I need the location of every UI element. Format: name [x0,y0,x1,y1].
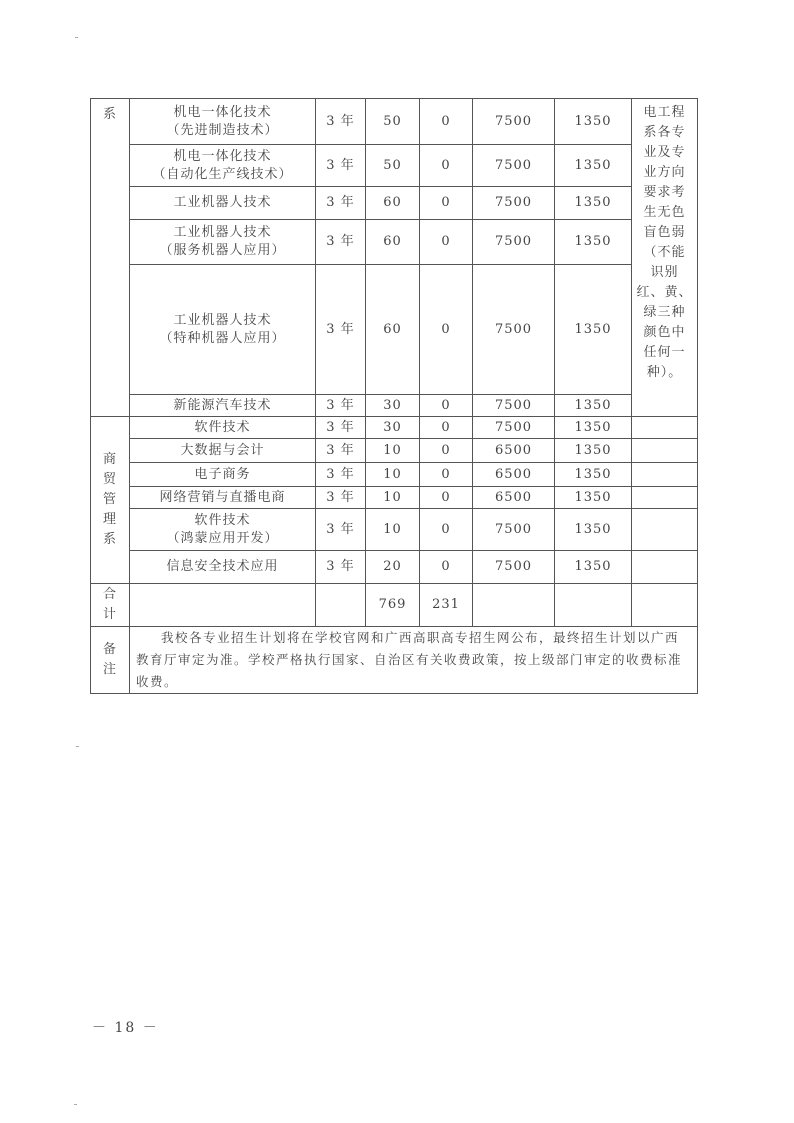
tuition-cell: 7500 [473,187,555,220]
requirement-line: 颜色中 [643,325,686,340]
remark-text: 我校各专业招生计划将在学校官网和广西高职高专招生网公布，最终招生计划以广西教育厅审定为准。学校严格执行国家、自治区有关收费政策，按上级部门审定的收费标准收费。 [130,627,698,694]
duration-cell: 3 年 [316,509,366,551]
total-label-cell [91,584,130,627]
empty-cell [473,584,555,627]
accommodation-fee-cell: 1350 [555,145,632,187]
major-name: 工业机器人技术 [173,312,272,328]
major-cell [130,220,316,265]
remark-label-cell [91,627,130,694]
duration-cell: 3 年 [316,551,366,584]
duration-cell: 3 年 [316,265,366,395]
requirement-line: 种）。 [646,365,683,380]
major-cell [130,509,316,551]
requirement-line: 系各专 [643,125,686,140]
table-row [91,187,698,220]
tuition-cell: 6500 [473,439,555,463]
duration-cell: 3 年 [316,487,366,509]
total-row [91,584,698,627]
duration-cell: 3 年 [316,417,366,439]
table-row [91,265,698,395]
plan-count-cell: 30 [366,417,420,439]
plan-count-cell: 10 [366,487,420,509]
plan-count-b-cell: 0 [420,265,473,395]
table-row [91,487,698,509]
duration-cell: 3 年 [316,187,366,220]
requirement-cell [632,463,698,487]
plan-count-cell: 30 [366,395,420,417]
major-name: 机电一体化技术 [173,104,272,120]
requirement-cell [632,99,698,417]
major-direction: （先进制造技术） [166,122,279,138]
plan-count-cell: 10 [366,439,420,463]
accommodation-fee-cell: 1350 [555,463,632,487]
remark-label: 备 [102,642,117,657]
total-label: 合 [102,587,117,602]
enrollment-plan-table [90,98,698,694]
tuition-cell: 7500 [473,395,555,417]
plan-count-cell: 60 [366,187,420,220]
accommodation-fee-cell: 1350 [555,187,632,220]
requirement-line: 绿三种 [643,305,686,320]
requirement-line: 电工程 [643,105,686,120]
major-cell [130,439,316,463]
requirement-line: 生无色 [643,205,686,220]
table-row [91,439,698,463]
remark-label: 注 [102,662,117,677]
table-row [91,220,698,265]
department-label: 商 [102,452,117,467]
requirement-cell [632,417,698,439]
plan-count-cell: 50 [366,145,420,187]
plan-count-cell: 20 [366,551,420,584]
duration-cell: 3 年 [316,220,366,265]
scan-speck [74,1104,77,1105]
remark-row [91,627,698,694]
scan-speck [75,37,78,38]
department-cell [91,417,130,584]
major-cell [130,551,316,584]
accommodation-fee-cell: 1350 [555,99,632,145]
major-cell [130,487,316,509]
accommodation-fee-cell: 1350 [555,509,632,551]
duration-cell: 3 年 [316,145,366,187]
requirement-line: 业方向 [643,165,686,180]
department-label: 管 [102,492,117,507]
total-plan-count: 769 [366,584,420,627]
requirement-line: 业及专 [643,145,686,160]
major-direction: （自动化生产线技术） [152,166,293,182]
empty-cell [316,584,366,627]
major-direction: （服务机器人应用） [159,243,286,258]
major-cell [130,145,316,187]
department-label: 系 [102,532,117,547]
page-number: － 18 － [92,1020,159,1036]
plan-count-b-cell: 0 [420,99,473,145]
major-direction: （特种机器人应用） [159,330,286,346]
table-row [91,99,698,145]
tuition-cell: 7500 [473,145,555,187]
tuition-cell: 7500 [473,220,555,265]
table-row [91,509,698,551]
plan-count-cell: 60 [366,220,420,265]
empty-cell [555,584,632,627]
scan-speck [76,746,79,747]
major-name: 机电一体化技术 [173,148,272,164]
major-name: 软件技术 [194,512,251,528]
duration-cell: 3 年 [316,439,366,463]
plan-count-b-cell: 0 [420,463,473,487]
accommodation-fee-cell: 1350 [555,439,632,463]
major-name: 新能源汽车技术 [173,397,272,413]
accommodation-fee-cell: 1350 [555,265,632,395]
accommodation-fee-cell: 1350 [555,417,632,439]
tuition-cell: 7500 [473,265,555,395]
major-name: 大数据与会计 [180,442,265,458]
major-name: 网络营销与直播电商 [159,489,286,505]
total-label: 计 [102,607,117,622]
accommodation-fee-cell: 1350 [555,551,632,584]
table-row [91,417,698,439]
major-cell [130,265,316,395]
major-direction: （鸿蒙应用开发） [166,530,279,546]
plan-count-b-cell: 0 [420,395,473,417]
accommodation-fee-cell: 1350 [555,395,632,417]
plan-count-cell: 10 [366,463,420,487]
department-label: 贸 [102,472,117,487]
requirement-line: 识别 [650,265,679,280]
major-cell [130,187,316,220]
tuition-cell: 7500 [473,417,555,439]
duration-cell: 3 年 [316,463,366,487]
plan-count-cell: 50 [366,99,420,145]
empty-cell [632,584,698,627]
table-row [91,395,698,417]
requirement-cell [632,551,698,584]
requirement-cell [632,439,698,463]
requirement-line: 盲色弱 [643,225,686,240]
plan-count-b-cell: 0 [420,187,473,220]
tuition-cell: 7500 [473,99,555,145]
major-cell [130,463,316,487]
total-plan-count-b: 231 [420,584,473,627]
department-cell [91,99,130,417]
empty-cell [130,584,316,627]
plan-count-b-cell: 0 [420,509,473,551]
table-row [91,145,698,187]
plan-count-b-cell: 0 [420,220,473,265]
plan-count-b-cell: 0 [420,439,473,463]
requirement-line: 红、黄、 [636,285,693,300]
accommodation-fee-cell: 1350 [555,487,632,509]
major-name: 工业机器人技术 [173,195,272,210]
requirement-line: 任何一 [643,345,686,360]
plan-count-b-cell: 0 [420,145,473,187]
department-label: 理 [102,512,117,527]
requirement-line: （不能 [643,245,686,260]
major-name: 工业机器人技术 [173,225,272,240]
plan-count-cell: 10 [366,509,420,551]
major-name: 信息安全技术应用 [166,559,279,574]
tuition-cell: 7500 [473,551,555,584]
major-cell [130,99,316,145]
tuition-cell: 7500 [473,509,555,551]
department-label: 系 [102,107,117,122]
plan-count-b-cell: 0 [420,551,473,584]
tuition-cell: 6500 [473,463,555,487]
accommodation-fee-cell: 1350 [555,220,632,265]
requirement-cell [632,487,698,509]
table-row [91,463,698,487]
major-name: 电子商务 [194,466,251,482]
major-cell [130,417,316,439]
requirement-cell [632,509,698,551]
plan-count-b-cell: 0 [420,487,473,509]
plan-count-cell: 60 [366,265,420,395]
requirement-line: 要求考 [643,185,686,200]
duration-cell: 3 年 [316,99,366,145]
major-name: 软件技术 [194,419,251,435]
tuition-cell: 6500 [473,487,555,509]
major-cell [130,395,316,417]
duration-cell: 3 年 [316,395,366,417]
table-row [91,551,698,584]
plan-count-b-cell: 0 [420,417,473,439]
